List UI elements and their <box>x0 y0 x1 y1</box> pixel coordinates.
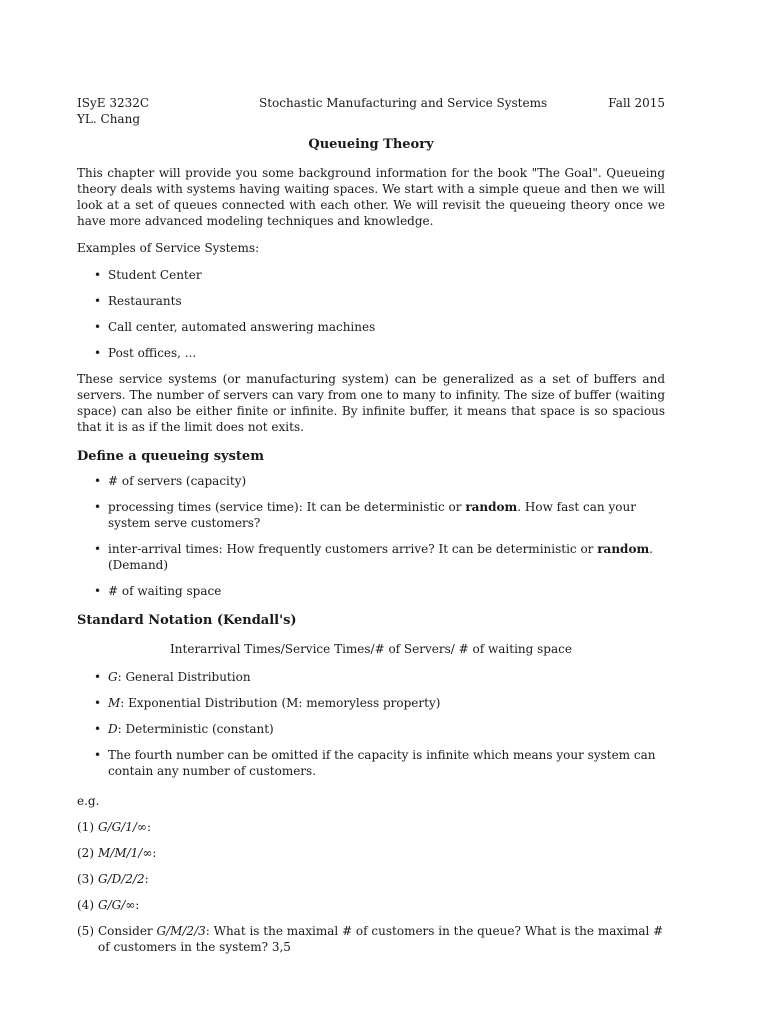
generalization-paragraph: These service systems (or manufacturing system) can be generalized as a set of buffers and servers. The number of servers can vary from one to many to infinity. The size of buffer (waiting space) can also be either finite or infinite. By infinite buffer, it means that space is so spacious that it is as if the limit does not exits. <box>77 372 665 434</box>
bullet-icon: • <box>94 320 102 334</box>
list-item: (3) G/D/2/2: <box>77 872 149 886</box>
math-expression: M/M/1/∞ <box>98 846 153 860</box>
bullet-icon: • <box>94 584 102 598</box>
document-title: Queueing Theory <box>308 137 434 152</box>
section-heading-notation: Standard Notation (Kendall's) <box>77 613 297 628</box>
item-number: (1) <box>77 820 94 834</box>
service-systems-list <box>77 267 665 361</box>
list-item: • M: Exponential Distribution (M: memoryless property) <box>94 696 441 710</box>
item-number: (4) <box>77 898 94 912</box>
bullet-icon: • <box>94 748 102 762</box>
section-heading-define: Define a queueing system <box>77 449 264 464</box>
list-item: • G: General Distribution <box>94 670 251 684</box>
item-number: (5) <box>77 924 94 938</box>
emphasis: random <box>465 500 518 514</box>
course-code: ISyE 3232C <box>77 96 150 110</box>
list-item: (1) G/G/1/∞: <box>77 820 151 834</box>
intro-paragraph: This chapter will provide you some background information for the book "The Goal". Queueing theory deals with systems having waiting spaces. We start with a simple queue and then we will look at a set of queues connected with each other. We will revisit the queueing theory once we have more advanced modeling techniques and knowledge. <box>77 166 665 228</box>
header-left <box>77 95 149 127</box>
list-item: • Post offices, ... <box>94 346 197 360</box>
list-item: • inter-arrival times: How frequently customers arrive? It can be deterministic or random. (Demand) <box>94 542 653 572</box>
bullet-icon: • <box>94 542 102 556</box>
page-header <box>77 93 665 127</box>
list-item: • Student Center <box>94 268 202 282</box>
list-item: • The fourth number can be omitted if the capacity is infinite which means your system can contain any number of customers. <box>94 748 656 778</box>
instructor-name: YL. Chang <box>77 112 140 126</box>
list-item: (4) G/G/∞: <box>77 898 140 912</box>
examples-heading: Examples of Service Systems: <box>77 241 260 255</box>
document-page <box>77 93 665 965</box>
list-item: • Restaurants <box>94 294 182 308</box>
list-item: • # of servers (capacity) <box>94 474 247 488</box>
list-item: • Call center, automated answering machines <box>94 320 376 334</box>
bullet-icon: • <box>94 294 102 308</box>
math-symbol: D <box>108 722 118 736</box>
math-expression: G/G/∞ <box>98 898 136 912</box>
queue-examples-list <box>77 819 665 955</box>
kendall-notation-line: Interarrival Times/Service Times/# of Servers/ # of waiting space <box>170 642 572 656</box>
bullet-icon: • <box>94 670 102 684</box>
math-expression: G/G/1/∞ <box>98 820 147 834</box>
list-item: • processing times (service time): It can be deterministic or random. How fast can your system serve customers? <box>94 500 636 530</box>
emphasis: random <box>597 542 650 556</box>
list-item: • # of waiting space <box>94 584 222 598</box>
item-number: (2) <box>77 846 94 860</box>
item-number: (3) <box>77 872 94 886</box>
term: Fall 2015 <box>608 96 665 110</box>
math-expression: G/D/2/2 <box>98 872 145 886</box>
course-subject: Stochastic Manufacturing and Service Systems <box>259 96 548 110</box>
bullet-icon: • <box>94 696 102 710</box>
math-symbol: G <box>108 670 118 684</box>
math-symbol: M <box>108 696 121 710</box>
bullet-icon: • <box>94 722 102 736</box>
math-expression: G/M/2/3 <box>156 924 206 938</box>
define-list <box>77 473 665 599</box>
notation-list <box>77 669 665 779</box>
bullet-icon: • <box>94 474 102 488</box>
bullet-icon: • <box>94 500 102 514</box>
list-item: • D: Deterministic (constant) <box>94 722 274 736</box>
list-item: (5) Consider G/M/2/3: What is the maximal # of customers in the queue? What is the maximal # of customers in the system? 3,5 <box>77 924 664 954</box>
bullet-icon: • <box>94 268 102 282</box>
eg-label: e.g. <box>77 794 100 808</box>
bullet-icon: • <box>94 346 102 360</box>
list-item: (2) M/M/1/∞: <box>77 846 157 860</box>
